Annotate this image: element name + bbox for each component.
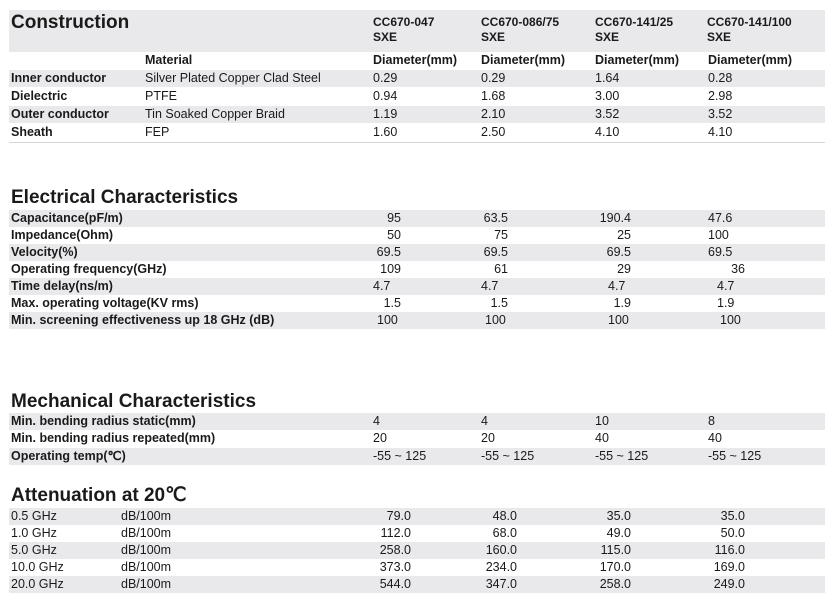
material-value: Silver Plated Copper Clad Steel [145, 71, 321, 85]
value: 373.0 [379, 560, 411, 574]
material-value: Tin Soaked Copper Braid [145, 107, 285, 121]
value: 2.10 [481, 107, 506, 121]
electrical-row [9, 295, 825, 312]
electrical-row [9, 312, 825, 329]
value: 36 [731, 262, 745, 276]
value: 69.5 [376, 245, 401, 259]
column-header-1: CC670-047 SXE [373, 15, 435, 44]
value: 1.9 [717, 296, 735, 310]
value: 95 [387, 211, 401, 225]
value: -55 ~ 125 [481, 449, 535, 463]
value: 258.0 [379, 543, 411, 557]
value: 48.0 [492, 509, 517, 523]
value: 35.0 [606, 509, 631, 523]
material-value: PTFE [145, 89, 177, 103]
attenuation-row [9, 559, 825, 576]
unit-label: dB/100m [121, 560, 172, 574]
value: 1.5 [490, 296, 508, 310]
electrical-row [9, 278, 825, 295]
value: 190.4 [599, 211, 631, 225]
construction-row [9, 88, 825, 105]
mechanical-row [9, 430, 825, 447]
value: -55 ~ 125 [708, 449, 762, 463]
row-label: Dielectric [11, 89, 68, 103]
construction-subheader-row [9, 52, 825, 69]
value: 170.0 [599, 560, 631, 574]
value: 69.5 [708, 245, 733, 259]
value: 69.5 [483, 245, 508, 259]
value: 61 [494, 262, 508, 276]
row-label: Inner conductor [11, 71, 107, 85]
value: -55 ~ 125 [595, 449, 649, 463]
diameter-header-4: Diameter(mm) [708, 53, 793, 67]
mechanical-row [9, 413, 825, 430]
frequency-label: 20.0 GHz [11, 577, 64, 591]
value: 234.0 [485, 560, 517, 574]
attenuation-title: Attenuation at 20℃ [11, 485, 187, 506]
unit-label: dB/100m [121, 526, 172, 540]
row-label: Min. bending radius static(mm) [11, 414, 196, 428]
value: 40 [595, 431, 609, 445]
value: 69.5 [606, 245, 631, 259]
electrical-title: Electrical Characteristics [11, 187, 239, 208]
row-label: Impedance(Ohm) [11, 228, 114, 242]
unit-label: dB/100m [121, 577, 172, 591]
unit-label: dB/100m [121, 543, 172, 557]
attenuation-row [9, 542, 825, 559]
mechanical-row [9, 448, 825, 465]
value: 20 [481, 431, 495, 445]
row-label: Max. operating voltage(KV rms) [11, 296, 199, 310]
row-label: Time delay(ns/m) [11, 279, 113, 293]
construction-row [9, 124, 825, 141]
value: 100 [377, 313, 398, 327]
value: 100 [708, 228, 729, 242]
value: 1.9 [613, 296, 631, 310]
material-value: FEP [145, 125, 170, 139]
diameter-header-3: Diameter(mm) [595, 53, 680, 67]
mechanical-title: Mechanical Characteristics [11, 391, 257, 412]
value: 2.50 [481, 125, 506, 139]
value: 4.7 [373, 279, 391, 293]
row-label: Min. bending radius repeated(mm) [11, 431, 216, 445]
value: 75 [494, 228, 508, 242]
value: 258.0 [599, 577, 631, 591]
value: 2.98 [708, 89, 733, 103]
electrical-row [9, 210, 825, 227]
value: 79.0 [386, 509, 411, 523]
value: 8 [708, 414, 715, 428]
value: 4 [481, 414, 488, 428]
row-label: Sheath [11, 125, 53, 139]
value: 0.94 [373, 89, 398, 103]
value: 116.0 [714, 543, 745, 557]
row-label: Operating frequency(GHz) [11, 262, 167, 276]
unit-label: dB/100m [121, 509, 172, 523]
divider [9, 142, 825, 143]
value: 4.10 [708, 125, 733, 139]
value: 3.52 [595, 107, 620, 121]
electrical-row [9, 261, 825, 278]
value: 100 [608, 313, 629, 327]
value: 347.0 [485, 577, 517, 591]
diameter-header-1: Diameter(mm) [373, 53, 458, 67]
value: 109 [380, 262, 401, 276]
electrical-row [9, 244, 825, 261]
value: 49.0 [606, 526, 631, 540]
diameter-header-2: Diameter(mm) [481, 53, 566, 67]
value: 10 [595, 414, 609, 428]
value: 100 [720, 313, 741, 327]
value: 25 [617, 228, 631, 242]
value: 35.0 [720, 509, 745, 523]
value: 68.0 [492, 526, 517, 540]
value: 0.28 [708, 71, 733, 85]
value: 1.64 [595, 71, 620, 85]
attenuation-row [9, 525, 825, 542]
value: 50 [387, 228, 401, 242]
material-header: Material [145, 53, 193, 67]
value: 4.7 [481, 279, 499, 293]
row-label: Min. screening effectiveness up 18 GHz (dB) [11, 313, 275, 327]
construction-row [9, 106, 825, 123]
frequency-label: 0.5 GHz [11, 509, 57, 523]
column-header-4: CC670-141/100 SXE [707, 15, 792, 44]
column-header-2: CC670-086/75 SXE [481, 15, 560, 44]
value: 1.68 [481, 89, 506, 103]
value: -55 ~ 125 [373, 449, 427, 463]
value: 29 [617, 262, 631, 276]
value: 115.0 [600, 543, 631, 557]
value: 50.0 [720, 526, 745, 540]
frequency-label: 5.0 GHz [11, 543, 57, 557]
value: 0.29 [481, 71, 506, 85]
value: 1.60 [373, 125, 398, 139]
value: 4.7 [608, 279, 626, 293]
frequency-label: 1.0 GHz [11, 526, 57, 540]
value: 249.0 [713, 577, 745, 591]
value: 100 [485, 313, 506, 327]
value: 160.0 [485, 543, 517, 557]
row-label: Outer conductor [11, 107, 109, 121]
value: 1.5 [383, 296, 401, 310]
value: 112.0 [380, 526, 411, 540]
attenuation-row [9, 508, 825, 525]
value: 47.6 [708, 211, 733, 225]
value: 20 [373, 431, 387, 445]
value: 63.5 [483, 211, 508, 225]
value: 544.0 [379, 577, 411, 591]
attenuation-row [9, 576, 825, 593]
frequency-label: 10.0 GHz [11, 560, 64, 574]
value: 0.29 [373, 71, 398, 85]
value: 1.19 [373, 107, 398, 121]
row-label: Capacitance(pF/m) [11, 211, 123, 225]
construction-title: Construction [11, 12, 130, 33]
value: 4.10 [595, 125, 620, 139]
row-label: Velocity(%) [11, 245, 78, 259]
value: 169.0 [713, 560, 745, 574]
value: 4 [373, 414, 380, 428]
electrical-row [9, 227, 825, 244]
value: 3.00 [595, 89, 620, 103]
value: 40 [708, 431, 722, 445]
column-header-3: CC670-141/25 SXE [595, 15, 674, 44]
value: 4.7 [717, 279, 735, 293]
row-label: Operating temp(℃) [11, 449, 126, 463]
construction-row [9, 70, 825, 87]
value: 3.52 [708, 107, 733, 121]
